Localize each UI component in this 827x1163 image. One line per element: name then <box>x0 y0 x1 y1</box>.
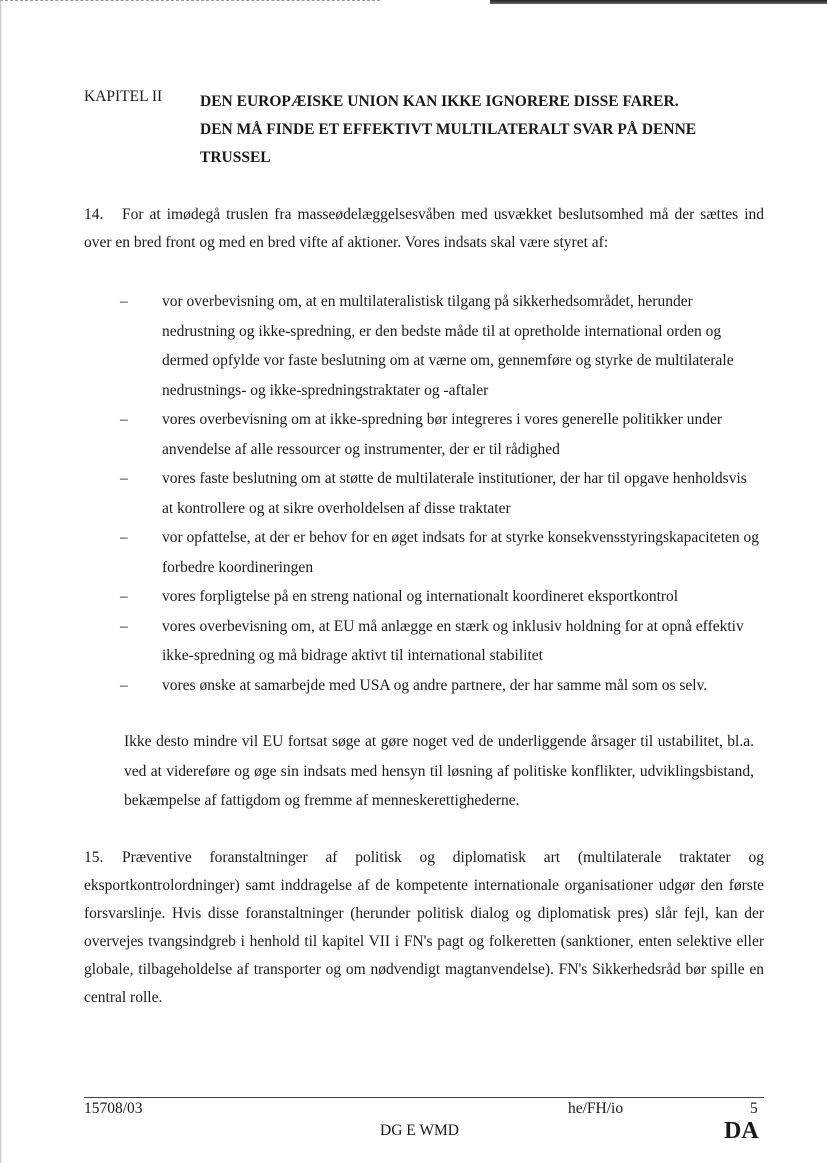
chapter-title-line: DEN EUROPÆISKE UNION KAN IKKE IGNORERE DISSE FARER. <box>200 93 679 110</box>
list-item-text: vores ønske at samarbejde med USA og andre partnere, der har samme mål som os selv. <box>162 676 708 694</box>
scan-artifact-left-edge <box>0 0 2 1163</box>
scan-artifact-top-left <box>0 0 380 4</box>
bullet-dash: – <box>120 411 128 428</box>
list-item <box>120 523 760 582</box>
paragraph-text: For at imødegå truslen fra masseødelæggelsesvåben med usvækket beslutsomhed må der sættes ind over en bred front og med en bred vifte af aktioner. Vores indsats skal være styret af: <box>84 206 764 251</box>
chapter-title-line: TRUSSEL <box>200 149 271 166</box>
list-item <box>120 464 760 523</box>
footer-language-code: DA <box>724 1118 759 1144</box>
chapter-label: KAPITEL II <box>84 88 163 105</box>
footer-page-number: 5 <box>750 1100 758 1117</box>
list-item <box>120 405 760 464</box>
list-item <box>120 671 760 701</box>
paragraph-text: Præventive foranstaltninger af politisk og diplomatisk art (multilaterale traktater og eksportkontrolordninger) samt inddragelse af de kompetente internationale organisationer udgør den første forsvarslinje. Hvis disse foranstaltninger (herunder politisk dialog og diplomatisk pres) slår fejl, kan der overvejes tvangsindgreb i henhold til kapitel VII i FN's pagt og folkeretten (sanktioner, enten selektive eller globale, tilbageholdelse af transporter og om nødvendigt magtanvendelse). FN's Sikkerhedsråd bør spille en central rolle. <box>84 849 764 1006</box>
paragraph-number: 15. <box>84 849 104 866</box>
list-item <box>120 612 760 671</box>
scan-artifact-top-right <box>490 0 827 4</box>
bullet-dash: – <box>120 529 128 546</box>
bullet-dash: – <box>120 676 128 694</box>
list-item-text: vores overbevisning om at ikke-spredning bør integreres i vores generelle politikker under anvendelse af alle ressourcer og instrumenter, der er til rådighed <box>162 411 722 458</box>
list-item-text: vores faste beslutning om at støtte de multilaterale institutioner, der har til opgave henholdsvis at kontrollere og at sikre overholdelsen af disse traktater <box>162 470 747 517</box>
footer-doc-number: 15708/03 <box>84 1100 143 1117</box>
list-item <box>120 287 760 405</box>
bullet-dash: – <box>120 470 128 487</box>
footer-department: DG E WMD <box>380 1122 459 1139</box>
paragraph-15 <box>84 844 764 1012</box>
paragraph-number: 14. <box>84 206 104 223</box>
chapter-title-line: DEN MÅ FINDE ET EFFEKTIVT MULTILATERALT SVAR PÅ DENNE <box>200 121 697 138</box>
list-item <box>120 582 760 612</box>
paragraph-14 <box>84 201 764 257</box>
footer-divider <box>84 1097 764 1098</box>
paragraph-14-continuation: Ikke desto mindre vil EU fortsat søge at gøre noget ved de underliggende årsager til ustabilitet, bl.a. ved at videreføre og øge sin indsats med hensyn til løsning af politiske konflikter, udviklingsbistand, bekæmpelse af fattigdom og fremme af menneskerettighederne. <box>124 733 754 809</box>
bullet-dash: – <box>120 293 128 310</box>
list-item-text: vor overbevisning om, at en multilateralistisk tilgang på sikkerhedsområdet, herunder nedrustning og ikke-spredning, er den bedste måde til at opretholde international orden og dermed opfylde vor faste beslutning om at værne om, gennemføre og styrke de multilaterale nedrustnings- og ikke-spredningstraktater og -aftaler <box>162 293 734 399</box>
footer-initials: he/FH/io <box>568 1100 624 1117</box>
list-item-text: vor opfattelse, at der er behov for en øget indsats for at styrke konsekvensstyringskapaciteten og forbedre koordineringen <box>162 529 759 576</box>
bullet-dash: – <box>120 588 128 605</box>
list-item-text: vores forpligtelse på en streng national og internationalt koordineret eksportkontrol <box>162 588 679 605</box>
bullet-list <box>120 287 760 700</box>
bullet-dash: – <box>120 617 128 635</box>
list-item-text: vores overbevisning om, at EU må anlægge en stærk og inklusiv holdning for at opnå effektiv ikke-spredning og må bidrage aktivt til international stabilitet <box>162 617 744 664</box>
chapter-title <box>200 88 760 172</box>
